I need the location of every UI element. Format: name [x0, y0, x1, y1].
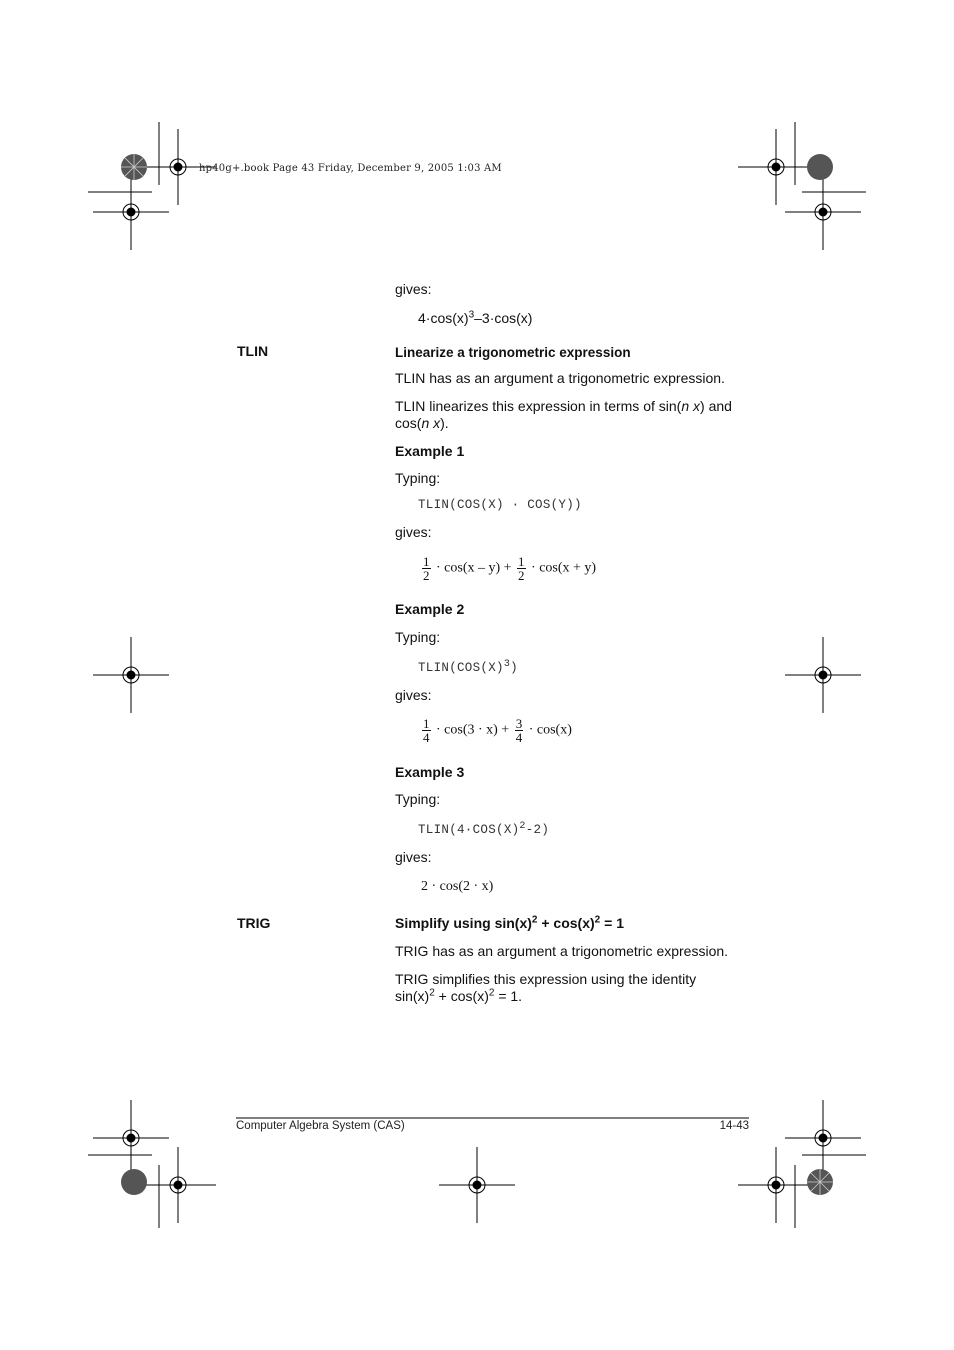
trig-heading: Simplify using $\sin(x)^2 + \cos(x)^2 = 1$ — [395, 914, 624, 931]
tlin-para2: TLIN linearizes this expression in terms of sin(n x) and cos(n x). — [395, 398, 732, 431]
gives-label: gives: — [395, 281, 432, 297]
example-3-result: 2 · cos(2 · x) — [421, 879, 494, 894]
example-2-gives-label: gives: — [395, 687, 432, 703]
example-1-gives-label: gives: — [395, 524, 432, 540]
section-label-trig: TRIG — [237, 915, 271, 931]
intro-result: $4\cdot\cos(x)^3-3\cdot\cos(x)$ — [418, 309, 533, 326]
example-3-typing-label: Typing: — [395, 791, 441, 807]
example-3-title: Example 3 — [395, 764, 465, 780]
trig-para2: TRIG simplifies this expression using the identity $\sin(x)^2 + \cos(x)^2 = 1$. — [395, 971, 697, 1004]
example-2-typing-label: Typing: — [395, 629, 441, 645]
example-3-gives-label: gives: — [395, 849, 432, 865]
trig-para1: TRIG has as an argument a trigonometric expression. — [395, 943, 729, 959]
footer-left: Computer Algebra System (CAS) — [236, 1120, 405, 1132]
tlin-para1: TLIN has as an argument a trigonometric expression. — [395, 370, 725, 386]
example-2-title: Example 2 — [395, 601, 465, 617]
section-label-tlin: TLIN — [237, 343, 269, 359]
example-2-result: $\frac{1}{4}$ · cos(3 · x) + $\frac{3}{4}$ · cos(x) — [423, 716, 572, 745]
running-head: hp40g+.book Page 43 Friday, December 9, 2005 1:03 AM — [199, 163, 502, 174]
example-1-result: $\frac{1}{2}$ · cos(x – y) + $\frac{1}{2}$ · cos(x + y) — [423, 554, 597, 583]
example-2-code: $TLIN(COS(X)^3)$ — [418, 658, 518, 675]
example-1-title: Example 1 — [395, 443, 465, 459]
tlin-heading: Linearize a trigonometric expression — [395, 345, 631, 360]
page-number: 14-43 — [719, 1120, 749, 1132]
example-3-code: $TLIN(4\cdot COS(X)^2-2)$ — [418, 820, 550, 837]
example-1-code: TLIN(COS(X) · COS(Y)) — [418, 498, 582, 512]
example-1-typing-label: Typing: — [395, 470, 441, 486]
